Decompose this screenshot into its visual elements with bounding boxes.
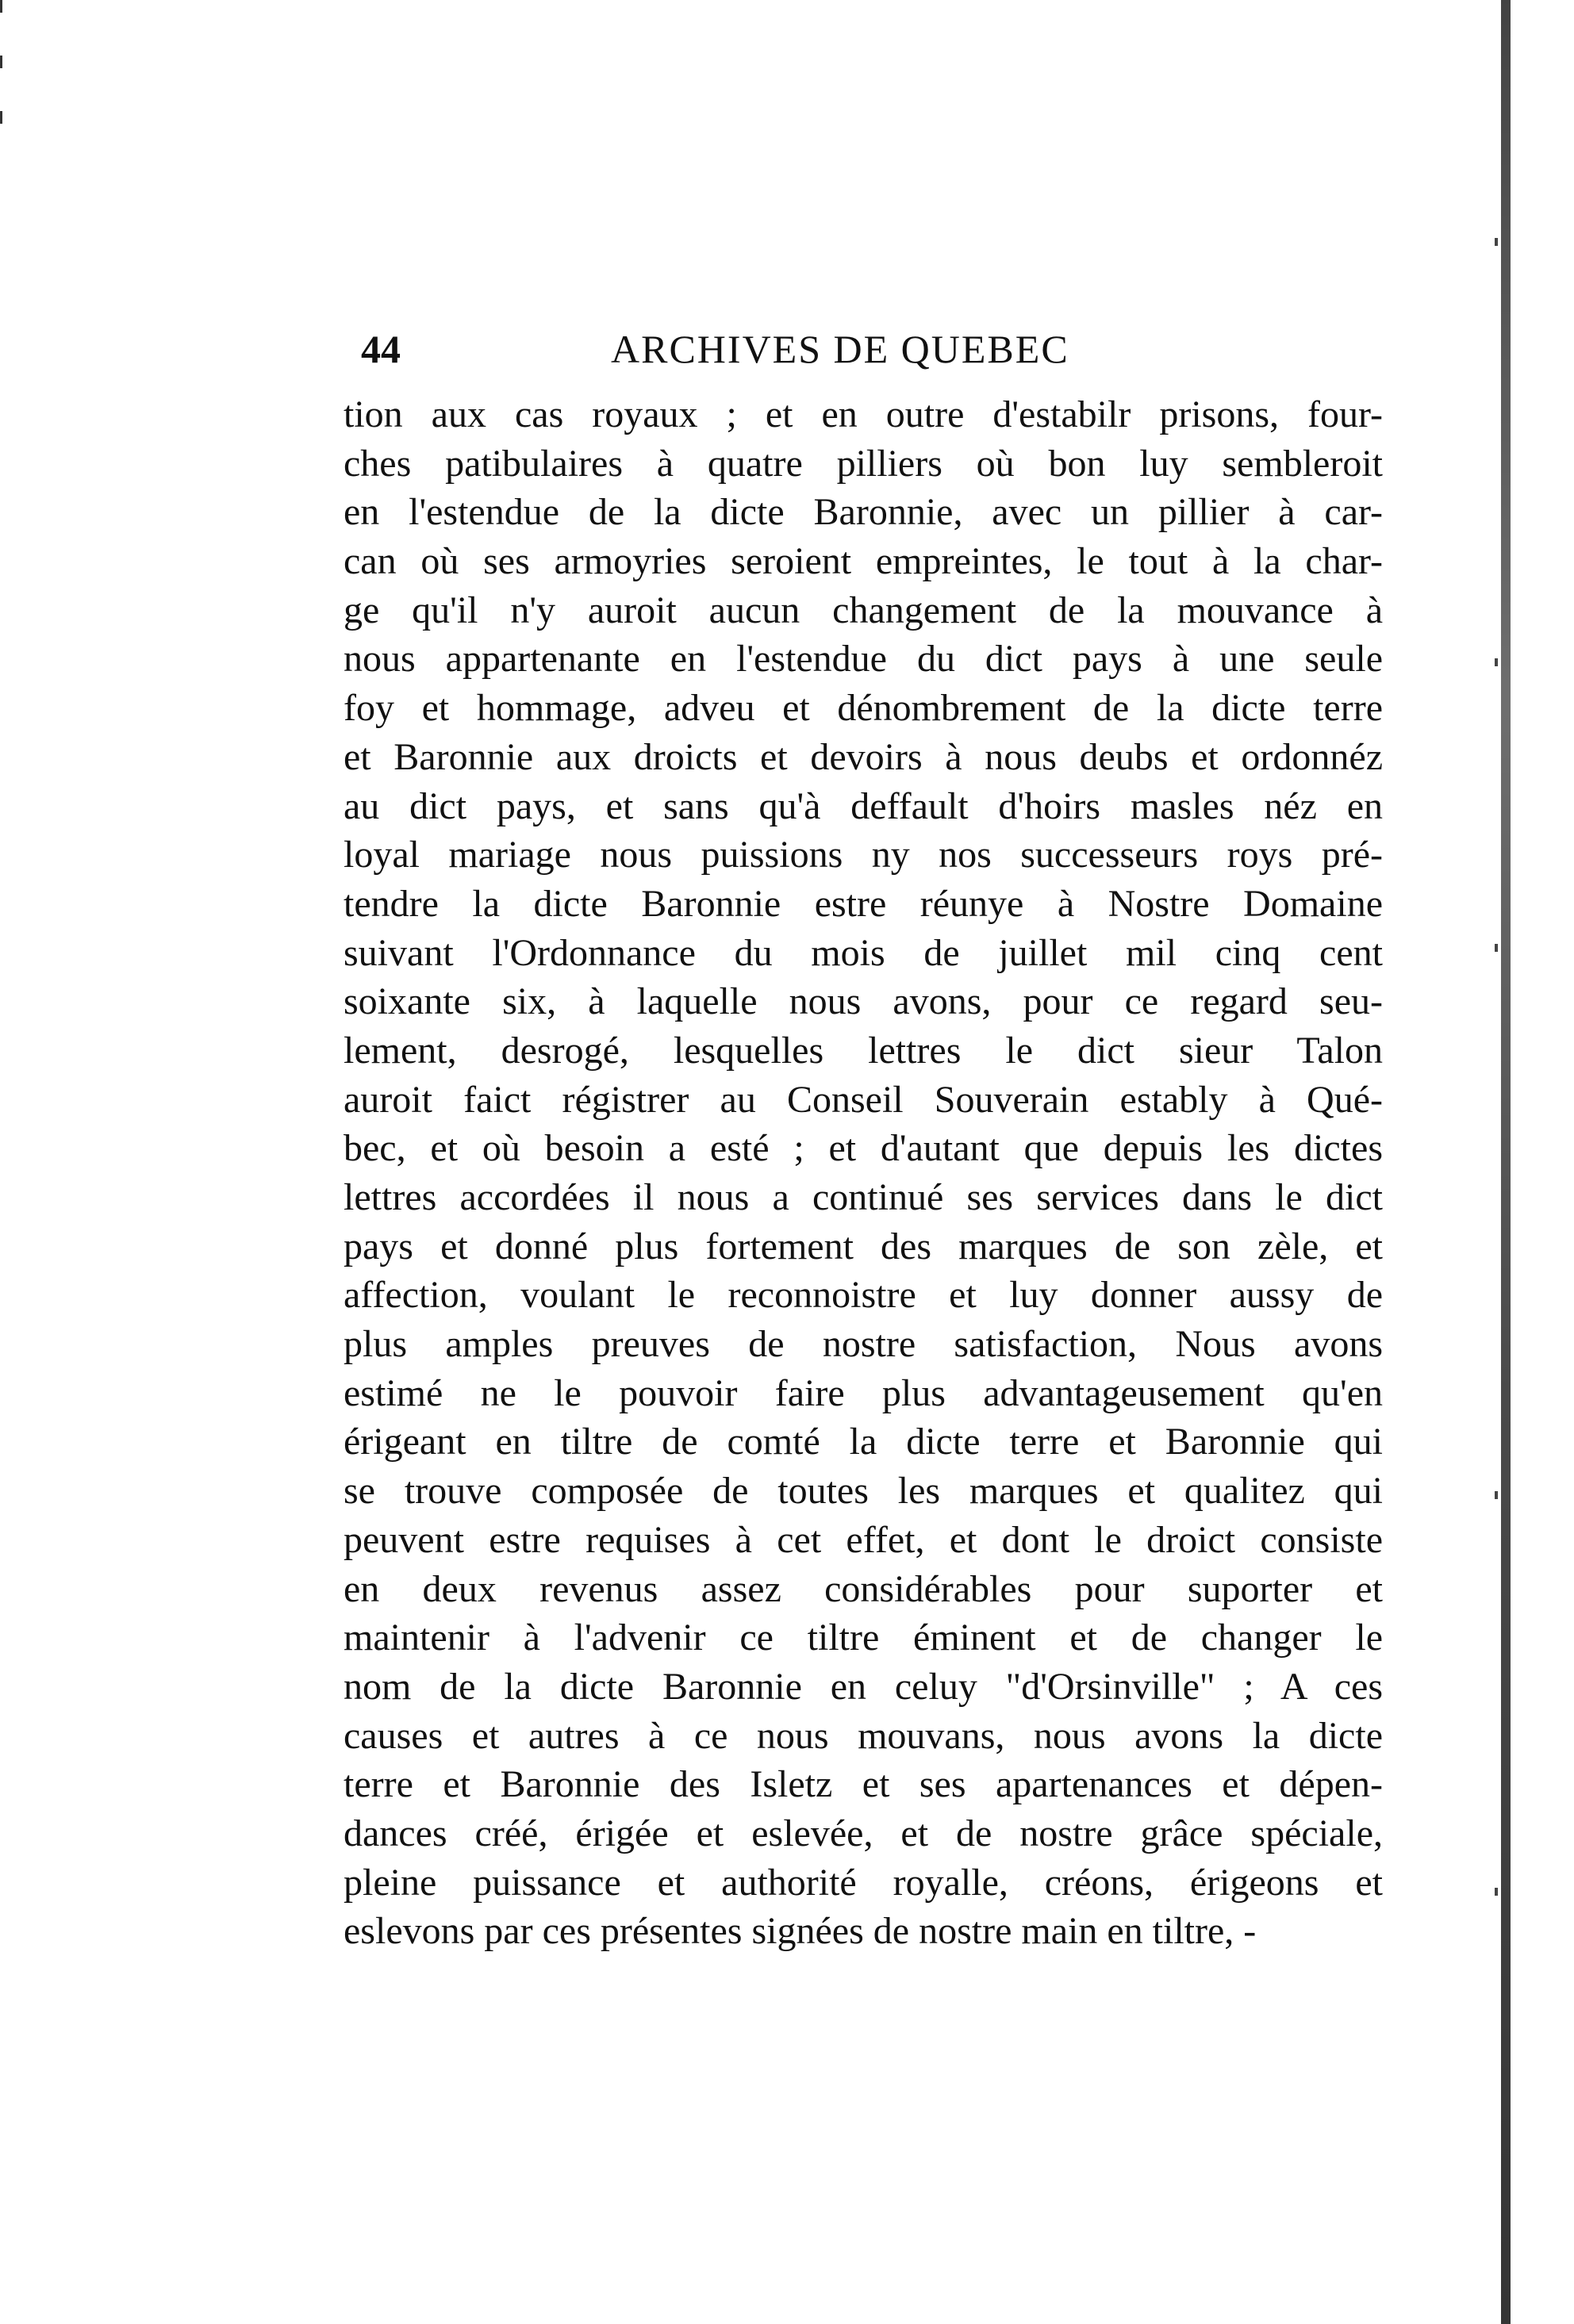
page-header — [361, 321, 1460, 377]
text-line: dances créé, érigée et eslevée, et de nostre grâce spéciale, — [344, 1812, 1383, 1854]
text-line: peuvent estre requises à cet effet, et dont le droict consiste — [344, 1518, 1383, 1561]
text-line: ches patibulaires à quatre pilliers où bon luy sembleroit — [344, 442, 1383, 485]
text-line: ge qu'il n'y auroit aucun changement de la mouvance à — [344, 589, 1383, 631]
text-line: auroit faict régistrer au Conseil Souverain estably à Qué- — [344, 1078, 1383, 1121]
scan-speck — [1495, 1491, 1498, 1499]
text-line: érigeant en tiltre de comté la dicte terre et Baronnie qui — [344, 1421, 1383, 1463]
running-title: ARCHIVES DE QUEBEC — [611, 327, 1069, 371]
text-line: maintenir à l'advenir ce tiltre éminent et de changer le — [344, 1616, 1383, 1659]
scan-speck — [0, 0, 2, 13]
text-line: eslevons par ces présentes signées de nostre main en tiltre, - — [344, 1910, 1257, 1953]
scan-edge-shadow — [1490, 0, 1523, 2324]
text-line: affection, voulant le reconnoistre et luy donner aussy de — [344, 1274, 1383, 1317]
scan-speck — [1495, 238, 1498, 246]
text-line: en l'estendue de la dicte Baronnie, avec un pillier à car- — [344, 491, 1383, 534]
text-line: pleine puissance et authorité royalle, créons, érigeons et — [344, 1861, 1383, 1904]
text-line: suivant l'Ordonnance du mois de juillet mil cinq cent — [344, 931, 1383, 974]
scan-speck — [1495, 1888, 1498, 1896]
text-line: pays et donné plus fortement des marques de son zèle, et — [344, 1225, 1383, 1267]
text-line: plus amples preuves de nostre satisfaction, Nous avons — [344, 1323, 1383, 1366]
scan-speck — [1495, 658, 1498, 666]
text-line: causes et autres à ce nous mouvans, nous avons la dicte — [344, 1714, 1383, 1757]
text-line: tendre la dicte Baronnie estre réunye à Nostre Domaine — [344, 882, 1383, 925]
text-line: soixante six, à laquelle nous avons, pour ce regard seu- — [344, 980, 1383, 1023]
scan-speck — [1495, 944, 1498, 952]
text-line: nous appartenante en l'estendue du dict pays à une seule — [344, 638, 1383, 681]
text-line: lettres accordées il nous a continué ses services dans le dict — [344, 1176, 1383, 1218]
text-line: et Baronnie aux droicts et devoirs à nous deubs et ordonnéz — [344, 735, 1383, 778]
text-line: loyal mariage nous puissions ny nos successeurs roys pré- — [344, 834, 1383, 876]
text-line: estimé ne le pouvoir faire plus advantageusement qu'en — [344, 1371, 1383, 1414]
text-line: au dict pays, et sans qu'à deffault d'hoirs masles néz en — [344, 784, 1383, 827]
body-text — [344, 390, 1383, 1956]
text-line: en deux revenus assez considérables pour suporter et — [344, 1567, 1383, 1610]
text-line: terre et Baronnie des Isletz et ses apartenances et dépen- — [344, 1763, 1383, 1806]
scan-speck — [0, 111, 2, 124]
text-line: lement, desrogé, lesquelles lettres le dict sieur Talon — [344, 1029, 1383, 1072]
text-line: foy et hommage, adveu et dénombrement de la dicte terre — [344, 687, 1383, 730]
text-line: tion aux cas royaux ; et en outre d'estabilr prisons, four- — [344, 393, 1383, 435]
text-line: nom de la dicte Baronnie en celuy "d'Orsinville" ; A ces — [344, 1665, 1383, 1708]
text-line: se trouve composée de toutes les marques et qualitez qui — [344, 1470, 1383, 1513]
text-line: bec, et où besoin a esté ; et d'autant que depuis les dictes — [344, 1127, 1383, 1170]
text-line: can où ses armoyries seroient empreintes, le tout à la char- — [344, 540, 1383, 583]
scan-speck — [0, 56, 2, 68]
page-edge-bar — [1501, 0, 1511, 2324]
page-number: 44 — [361, 327, 401, 371]
